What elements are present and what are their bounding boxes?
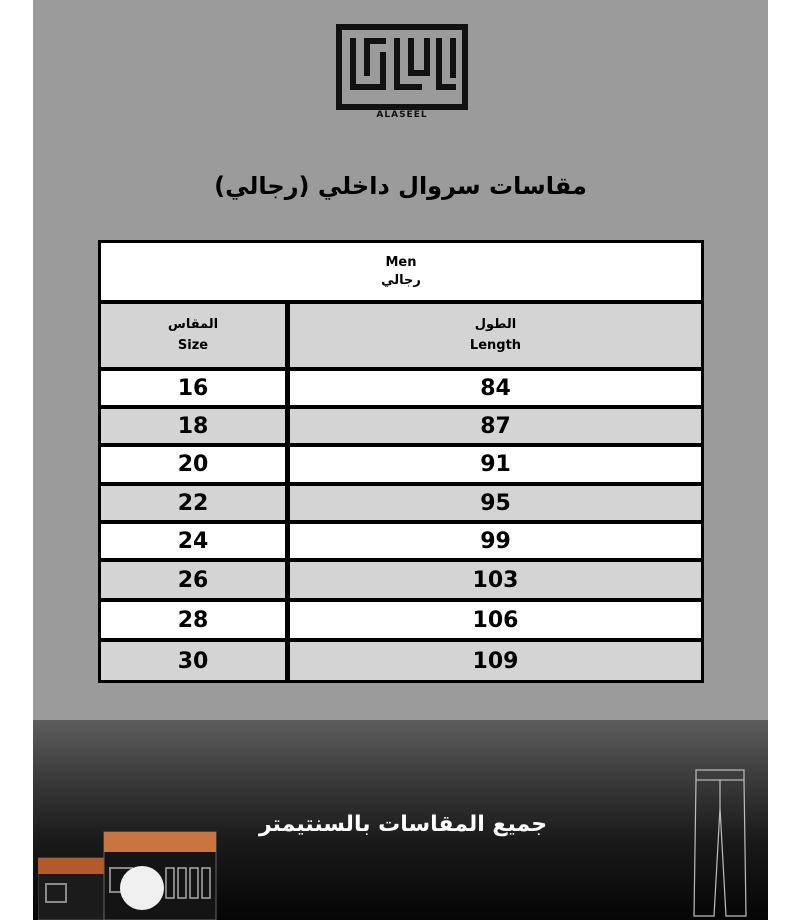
table-row-length: 106 — [290, 602, 701, 638]
units-note: جميع المقاسات بالسنتيمتر — [258, 812, 548, 837]
table-row-length: 91 — [290, 447, 701, 482]
table-row-size: 26 — [101, 562, 285, 598]
footer-banner — [33, 720, 768, 920]
chart-panel — [33, 0, 768, 720]
table-header-ar: رجالي — [381, 272, 421, 288]
table-row-size: 22 — [101, 486, 285, 520]
table-row-size: 24 — [101, 524, 285, 558]
size-table — [98, 240, 704, 683]
table-row-size: 30 — [101, 642, 285, 680]
column-header-size-en: Size — [177, 337, 209, 353]
table-row-size: 18 — [101, 409, 285, 443]
product-boxes-image — [38, 828, 218, 920]
page-title: مقاسات سروال داخلي (رجالي) — [214, 172, 587, 200]
brand-logo-icon — [336, 24, 468, 110]
table-row-length: 87 — [290, 409, 701, 443]
column-header-length-en: Length — [469, 337, 522, 353]
table-row-size: 20 — [101, 447, 285, 482]
brand-logo-label: ALASEEL — [376, 110, 428, 120]
table-header-en: Men — [385, 254, 417, 270]
table-row-length: 103 — [290, 562, 701, 598]
table-row-length: 95 — [290, 486, 701, 520]
column-header-size — [101, 304, 285, 367]
size-chart-page — [33, 0, 768, 920]
brand-logo — [336, 24, 468, 120]
column-header-length — [290, 304, 701, 367]
table-row-length: 84 — [290, 371, 701, 405]
table-header-men — [101, 243, 701, 300]
table-row-length: 99 — [290, 524, 701, 558]
table-row-size: 16 — [101, 371, 285, 405]
column-header-size-ar: المقاس — [167, 316, 219, 332]
table-row-length: 109 — [290, 642, 701, 680]
column-header-length-ar: الطول — [474, 316, 517, 332]
table-row-size: 28 — [101, 602, 285, 638]
pants-outline-icon — [690, 768, 750, 918]
